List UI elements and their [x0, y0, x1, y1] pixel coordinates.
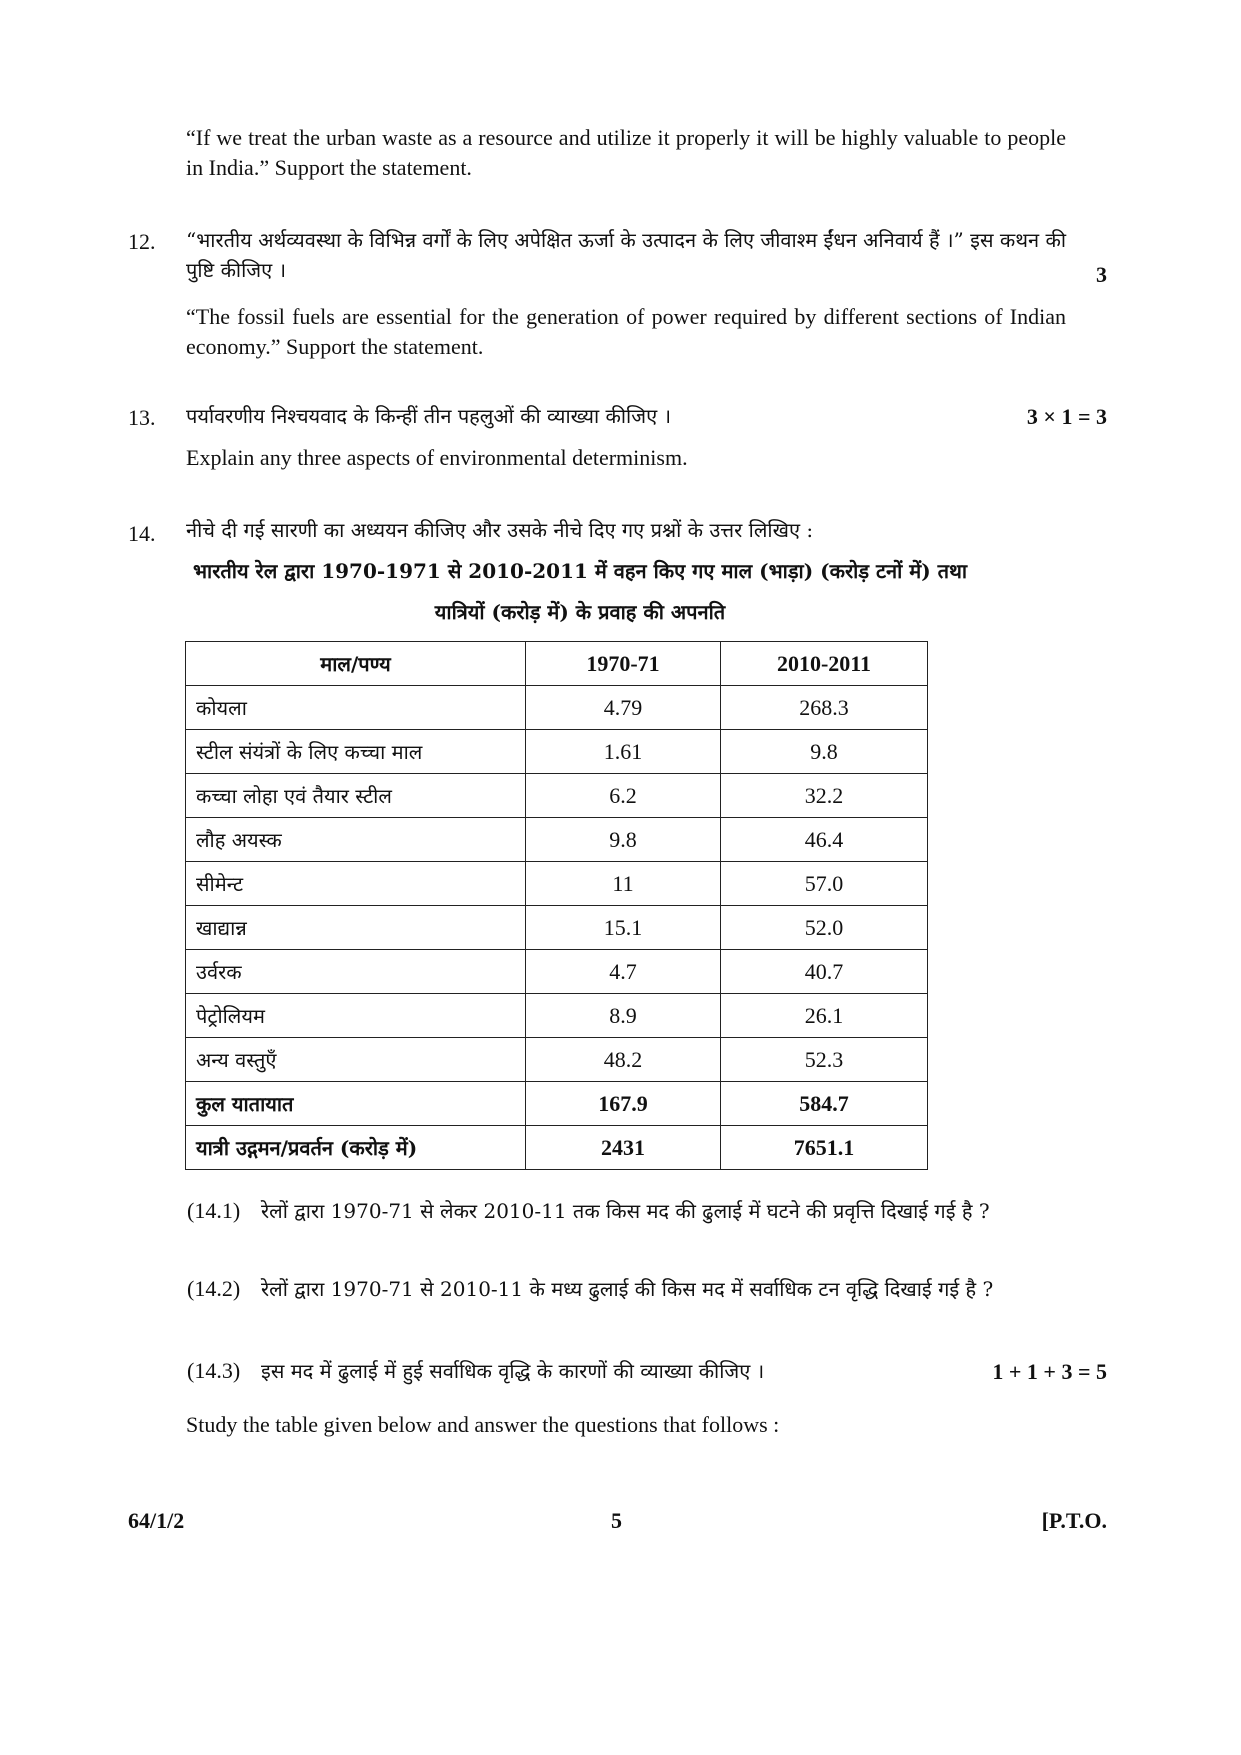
freight-table [185, 641, 928, 1170]
row-label: कच्चा लोहा एवं तैयार स्टील [186, 774, 526, 818]
table-row [186, 1038, 928, 1082]
value-1970-71: 9.8 [526, 818, 721, 862]
table-row [186, 862, 928, 906]
paper-code: 64/1/2 [128, 1508, 185, 1533]
table-caption-line1: भारतीय रेल द्वारा 1970-1971 से 2010-2011 में वहन किए गए माल (भाड़ा) (करोड़ टनों में) तथा [192, 559, 968, 583]
row-label: स्टील संयंत्रों के लिए कच्चा माल [186, 730, 526, 774]
table-row [186, 730, 928, 774]
value-1970-71: 2431 [526, 1126, 721, 1170]
subquestion-text: रेलों द्वारा 1970-71 से लेकर 2010-11 तक किस मद की ढुलाई में घटने की प्रवृत्ति दिखाई गई है ? [261, 1199, 990, 1223]
q12-english-text: “The fossil fuels are essential for the generation of power required by different sections of Indian economy.” Support the statement. [186, 304, 1066, 359]
value-2010-2011: 268.3 [721, 686, 928, 730]
q11-english-text: “If we treat the urban waste as a resource and utilize it properly it will be highly valuable to people in India.” Support the statement. [186, 125, 1066, 180]
header-commodity: माल/पण्य [186, 642, 526, 686]
row-label: कुल यातायात [186, 1082, 526, 1126]
q12-hindi-text: “भारतीय अर्थव्यवस्था के विभिन्न वर्गों के लिए अपेक्षित ऊर्जा के उत्पादन के लिए जीवाश्म ईंधन अनिवार्य हैं ।” इस कथन की पुष्टि कीजिए । [186, 228, 1066, 282]
subquestion-label: (14.2) [187, 1276, 241, 1301]
row-label: खाद्यान्न [186, 906, 526, 950]
table-caption-line2: यात्रियों (करोड़ में) के प्रवाह की अपनति [434, 600, 726, 624]
table-row-passengers [186, 1126, 928, 1170]
value-2010-2011: 57.0 [721, 862, 928, 906]
value-1970-71: 4.79 [526, 686, 721, 730]
value-1970-71: 167.9 [526, 1082, 721, 1126]
value-2010-2011: 584.7 [721, 1082, 928, 1126]
row-label: पेट्रोलियम [186, 994, 526, 1038]
row-label: यात्री उद्गमन/प्रवर्तन (करोड़ में) [186, 1126, 526, 1170]
header-2010-2011: 2010-2011 [721, 642, 928, 686]
value-1970-71: 11 [526, 862, 721, 906]
q13-hindi-text: पर्यावरणीय निश्चयवाद के किन्हीं तीन पहलुओं की व्याख्या कीजिए । [186, 404, 672, 428]
value-2010-2011: 46.4 [721, 818, 928, 862]
value-1970-71: 15.1 [526, 906, 721, 950]
q14-english-text: Study the table given below and answer the questions that follows : [186, 1412, 780, 1437]
subquestion-14-3 [187, 1356, 887, 1388]
q14-number: 14. [128, 521, 156, 546]
value-2010-2011: 7651.1 [721, 1126, 928, 1170]
value-2010-2011: 26.1 [721, 994, 928, 1038]
table-row [186, 774, 928, 818]
value-2010-2011: 40.7 [721, 950, 928, 994]
value-2010-2011: 9.8 [721, 730, 928, 774]
q14-marks: 1 + 1 + 3 = 5 [992, 1359, 1107, 1384]
q13-english-text: Explain any three aspects of environmental determinism. [186, 445, 688, 470]
q14-hindi-text: नीचे दी गई सारणी का अध्ययन कीजिए और उसके नीचे दिए गए प्रश्नों के उत्तर लिखिए : [186, 518, 814, 542]
subquestion-14-2 [187, 1274, 1067, 1336]
subquestion-text: इस मद में ढुलाई में हुई सर्वाधिक वृद्धि के कारणों की व्याख्या कीजिए । [261, 1359, 765, 1383]
table-row [186, 818, 928, 862]
table-row [186, 686, 928, 730]
value-2010-2011: 52.3 [721, 1038, 928, 1082]
value-2010-2011: 32.2 [721, 774, 928, 818]
table-row [186, 950, 928, 994]
row-label: कोयला [186, 686, 526, 730]
value-1970-71: 48.2 [526, 1038, 721, 1082]
value-1970-71: 1.61 [526, 730, 721, 774]
table-row [186, 994, 928, 1038]
q13-marks: 3 × 1 = 3 [1026, 404, 1107, 429]
header-1970-71: 1970-71 [526, 642, 721, 686]
pto-label: [P.T.O. [1041, 1508, 1107, 1533]
value-1970-71: 8.9 [526, 994, 721, 1038]
subquestion-label: (14.1) [187, 1198, 241, 1223]
row-label: अन्य वस्तुएँ [186, 1038, 526, 1082]
table-row-total [186, 1082, 928, 1126]
q12-number: 12. [128, 229, 156, 254]
page-number: 5 [611, 1508, 622, 1533]
value-2010-2011: 52.0 [721, 906, 928, 950]
q12-marks: 3 [1096, 262, 1107, 287]
q13-number: 13. [128, 405, 156, 430]
value-1970-71: 6.2 [526, 774, 721, 818]
row-label: लौह अयस्क [186, 818, 526, 862]
table-header-row [186, 642, 928, 686]
subquestion-text: रेलों द्वारा 1970-71 से 2010-11 के मध्य ढुलाई की किस मद में सर्वाधिक टन वृद्धि दिखाई गई है ? [261, 1277, 994, 1301]
table-row [186, 906, 928, 950]
row-label: सीमेन्ट [186, 862, 526, 906]
value-1970-71: 4.7 [526, 950, 721, 994]
subquestion-14-1 [187, 1196, 1067, 1258]
row-label: उर्वरक [186, 950, 526, 994]
subquestion-label: (14.3) [187, 1358, 241, 1383]
